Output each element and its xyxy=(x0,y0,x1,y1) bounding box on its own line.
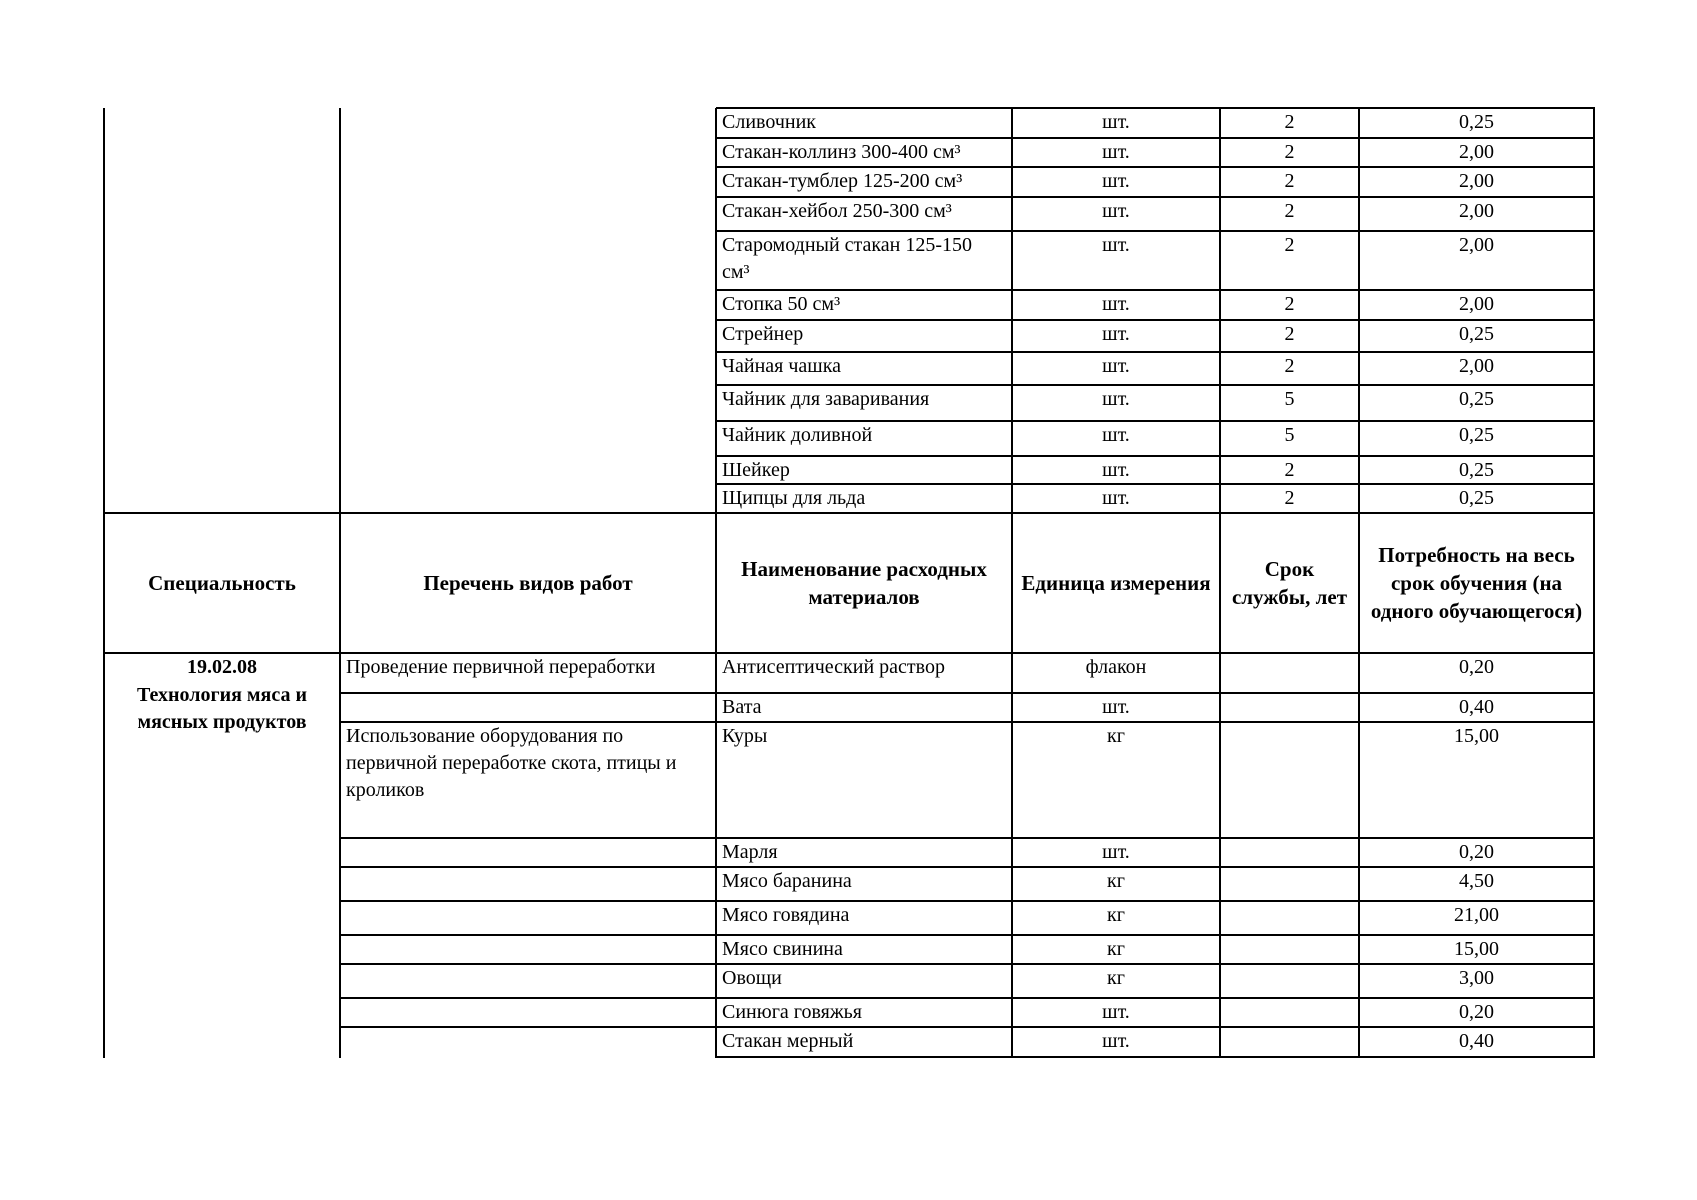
need-cell: 0,40 xyxy=(1459,696,1494,718)
row-divider xyxy=(716,1056,1595,1058)
life-cell: 5 xyxy=(1284,388,1295,410)
life-cell: 2 xyxy=(1284,323,1295,345)
life-cell: 2 xyxy=(1284,200,1295,222)
row-divider xyxy=(716,351,1595,353)
unit-cell: шт. xyxy=(1102,200,1130,222)
need-cell: 0,20 xyxy=(1459,656,1494,678)
life-cell xyxy=(1220,901,1359,935)
column-divider xyxy=(1358,108,1360,514)
life-cell: 2 xyxy=(1284,234,1295,256)
row-divider xyxy=(340,934,1595,936)
unit-cell: кг xyxy=(1107,870,1125,892)
row-divider xyxy=(716,230,1595,232)
row-divider xyxy=(716,107,1595,109)
material-name: Стакан-хейбол 250-300 см³ xyxy=(722,200,952,222)
row-divider xyxy=(716,455,1595,457)
need-cell: 0,20 xyxy=(1459,841,1494,863)
row-divider xyxy=(716,319,1595,321)
header-specialty: Специальность xyxy=(148,571,296,595)
header-materials: Наименование расходных материалов xyxy=(741,557,987,609)
life-cell xyxy=(1220,867,1359,901)
life-cell xyxy=(1220,935,1359,964)
material-name: Шейкер xyxy=(722,459,790,481)
material-name: Синюга говяжья xyxy=(722,1001,862,1023)
specialty-name: Технология мяса и мясных продуктов xyxy=(136,684,308,733)
material-name: Чайник доливной xyxy=(722,424,873,446)
column-divider xyxy=(1011,108,1013,514)
column-divider xyxy=(1593,513,1595,654)
life-cell xyxy=(1220,722,1359,838)
material-name: Стакан-коллинз 300-400 см³ xyxy=(722,141,961,163)
need-cell: 0,25 xyxy=(1459,424,1494,446)
material-name: Куры xyxy=(722,725,768,747)
row-divider xyxy=(340,692,1595,694)
unit-cell: шт. xyxy=(1102,1030,1130,1052)
need-cell: 2,00 xyxy=(1459,355,1494,377)
unit-cell: кг xyxy=(1107,725,1125,747)
work-type xyxy=(340,867,708,901)
unit-cell: кг xyxy=(1107,904,1125,926)
material-name: Мясо баранина xyxy=(722,870,852,892)
column-divider xyxy=(1358,513,1360,654)
row-divider xyxy=(716,420,1595,422)
life-cell xyxy=(1220,998,1359,1027)
unit-cell: шт. xyxy=(1102,323,1130,345)
row-divider xyxy=(340,721,1595,723)
life-cell: 2 xyxy=(1284,170,1295,192)
column-divider xyxy=(339,108,341,514)
material-name: Марля xyxy=(722,841,778,863)
life-cell xyxy=(1220,693,1359,722)
header-works: Перечень видов работ xyxy=(423,571,633,595)
header-life: Срок службы, лет xyxy=(1231,557,1348,609)
unit-cell: шт. xyxy=(1102,141,1130,163)
life-cell xyxy=(1220,964,1359,998)
column-divider xyxy=(339,513,341,654)
row-divider xyxy=(716,384,1595,386)
life-cell: 5 xyxy=(1284,424,1295,446)
material-name: Стакан-тумблер 125-200 см³ xyxy=(722,170,963,192)
unit-cell: кг xyxy=(1107,967,1125,989)
need-cell: 15,00 xyxy=(1454,938,1499,960)
material-name: Сливочник xyxy=(722,111,816,133)
life-cell: 2 xyxy=(1284,141,1295,163)
column-divider xyxy=(1593,653,1595,1058)
specialty-code: 19.02.08 xyxy=(187,656,257,678)
work-type: Использование оборудования по первичной переработке скота, птицы и кроликов xyxy=(346,725,677,801)
need-cell: 0,25 xyxy=(1459,459,1494,481)
row-divider xyxy=(340,866,1595,868)
material-name: Вата xyxy=(722,696,762,718)
material-name: Чайник для заваривания xyxy=(722,388,930,410)
unit-cell: шт. xyxy=(1102,355,1130,377)
unit-cell: шт. xyxy=(1102,170,1130,192)
work-type xyxy=(340,838,708,867)
header-unit: Единица измерения xyxy=(1021,571,1211,595)
material-name: Стакан мерный xyxy=(722,1030,854,1052)
need-cell: 0,20 xyxy=(1459,1001,1494,1023)
row-divider xyxy=(340,963,1595,965)
material-name: Чайная чашка xyxy=(722,355,841,377)
header-need: Потребность на весь срок обучения (на одного обучающегося) xyxy=(1370,543,1583,623)
row-divider xyxy=(340,1026,1595,1028)
material-name: Стрейнер xyxy=(722,323,804,345)
need-cell: 0,40 xyxy=(1459,1030,1494,1052)
need-cell: 0,25 xyxy=(1459,388,1494,410)
work-type xyxy=(340,1027,708,1057)
life-cell xyxy=(1220,653,1359,693)
column-divider xyxy=(103,653,105,1058)
work-type xyxy=(340,964,708,998)
material-name: Мясо свинина xyxy=(722,938,843,960)
unit-cell: шт. xyxy=(1102,459,1130,481)
work-type xyxy=(340,693,708,722)
unit-cell: флакон xyxy=(1085,656,1147,678)
row-divider xyxy=(340,837,1595,839)
need-cell: 15,00 xyxy=(1454,725,1499,747)
life-cell: 2 xyxy=(1284,355,1295,377)
column-divider xyxy=(103,108,105,514)
row-divider xyxy=(716,196,1595,198)
column-divider xyxy=(1358,653,1360,1058)
work-type xyxy=(340,901,708,935)
life-cell: 2 xyxy=(1284,487,1295,509)
unit-cell: шт. xyxy=(1102,1001,1130,1023)
life-cell xyxy=(1220,838,1359,867)
column-divider xyxy=(715,513,717,654)
unit-cell: шт. xyxy=(1102,293,1130,315)
row-divider xyxy=(716,483,1595,485)
column-divider xyxy=(715,108,717,514)
column-divider xyxy=(1219,108,1221,514)
unit-cell: кг xyxy=(1107,938,1125,960)
life-cell: 2 xyxy=(1284,459,1295,481)
row-divider xyxy=(716,137,1595,139)
need-cell: 21,00 xyxy=(1454,904,1499,926)
need-cell: 2,00 xyxy=(1459,141,1494,163)
need-cell: 0,25 xyxy=(1459,323,1494,345)
work-type xyxy=(340,935,708,964)
material-name: Старомодный стакан 125-150 см³ xyxy=(722,234,973,283)
need-cell: 4,50 xyxy=(1459,870,1494,892)
column-divider xyxy=(1593,108,1595,514)
unit-cell: шт. xyxy=(1102,111,1130,133)
need-cell: 2,00 xyxy=(1459,234,1494,256)
material-name: Мясо говядина xyxy=(722,904,850,926)
column-divider xyxy=(103,513,105,654)
life-cell: 2 xyxy=(1284,293,1295,315)
material-name: Стопка 50 см³ xyxy=(722,293,841,315)
need-cell: 2,00 xyxy=(1459,200,1494,222)
row-divider xyxy=(716,166,1595,168)
need-cell: 0,25 xyxy=(1459,487,1494,509)
row-divider xyxy=(340,997,1595,999)
material-name: Овощи xyxy=(722,967,782,989)
unit-cell: шт. xyxy=(1102,696,1130,718)
life-cell xyxy=(1220,1027,1359,1057)
material-name: Антисептический раствор xyxy=(722,656,945,678)
column-divider xyxy=(1219,653,1221,1058)
column-divider xyxy=(1219,513,1221,654)
need-cell: 3,00 xyxy=(1459,967,1494,989)
column-divider xyxy=(1011,653,1013,1058)
life-cell: 2 xyxy=(1284,111,1295,133)
work-type xyxy=(340,998,708,1027)
unit-cell: шт. xyxy=(1102,487,1130,509)
unit-cell: шт. xyxy=(1102,424,1130,446)
need-cell: 2,00 xyxy=(1459,170,1494,192)
unit-cell: шт. xyxy=(1102,234,1130,256)
unit-cell: шт. xyxy=(1102,388,1130,410)
unit-cell: шт. xyxy=(1102,841,1130,863)
column-divider xyxy=(715,653,717,1058)
need-cell: 2,00 xyxy=(1459,293,1494,315)
need-cell: 0,25 xyxy=(1459,111,1494,133)
column-divider xyxy=(1011,513,1013,654)
row-divider xyxy=(340,900,1595,902)
row-divider xyxy=(716,289,1595,291)
material-name: Щипцы для льда xyxy=(722,487,866,509)
column-divider xyxy=(339,653,341,1058)
work-type: Проведение первичной переработки xyxy=(346,656,656,678)
